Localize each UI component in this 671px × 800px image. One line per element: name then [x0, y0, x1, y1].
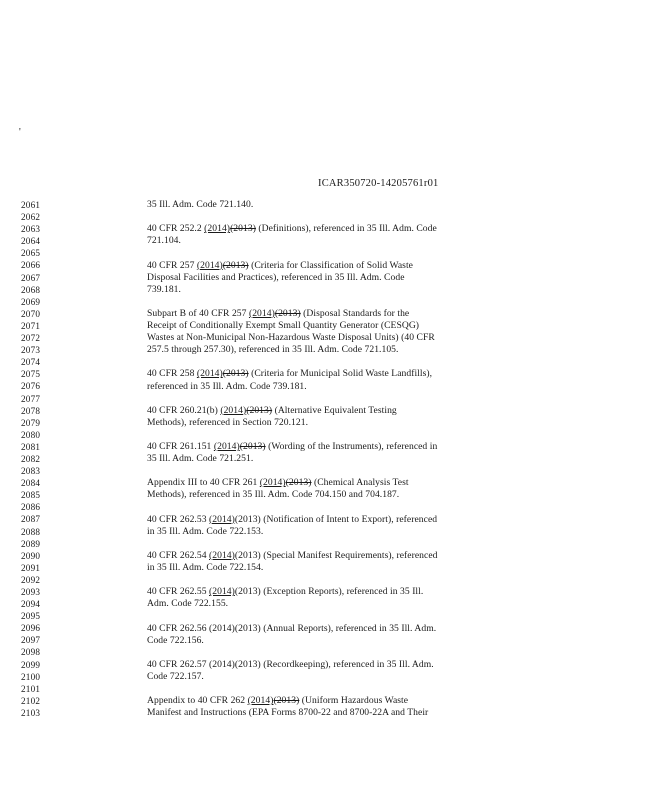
entry-text: 40 CFR 262.57 (2014)(2013) (Recordkeeping), referenced in 35 Ill. Adm. — [147, 658, 434, 670]
reference-line — [147, 260, 413, 272]
line-number: 2073 — [21, 345, 41, 356]
inserted-text: (2014) — [209, 549, 235, 561]
line-number: 2101 — [21, 683, 41, 694]
reference-line — [147, 635, 204, 647]
line-number: 2084 — [21, 478, 41, 489]
line-number: 2080 — [21, 429, 41, 440]
line-number: 2088 — [21, 526, 41, 537]
entry-text: Receipt of Conditionally Exempt Small Quantity Generator (CESQG) — [147, 320, 420, 331]
entry-text: (Uniform Hazardous Waste — [299, 695, 409, 707]
line-number: 2069 — [21, 296, 41, 307]
line-number: 2098 — [21, 647, 41, 658]
line-number: 2094 — [21, 599, 41, 610]
reference-line — [147, 562, 263, 574]
reference-line — [147, 586, 423, 598]
reference-line — [147, 223, 437, 235]
reference-line — [147, 453, 253, 465]
entry-text: 40 CFR 258 — [147, 368, 197, 380]
entry-text: 257.5 through 257.30), referenced in 35 Ill. Adm. Code 721.105. — [147, 344, 399, 356]
reference-line — [147, 332, 435, 344]
entry-text: 40 CFR 262.55 — [147, 586, 210, 598]
entry-text: 40 CFR 261.151 — [147, 441, 214, 452]
reference-line — [147, 526, 263, 538]
entry-text: 721.104. — [147, 235, 181, 247]
reference-line — [147, 368, 432, 380]
reference-line — [147, 598, 228, 610]
line-number-column — [21, 199, 61, 719]
line-number: 2079 — [21, 417, 41, 428]
entry-text: Methods), referenced in 35 Ill. Adm. Code 704.150 and 704.187. — [147, 489, 400, 501]
line-number: 2074 — [21, 357, 41, 368]
line-number: 2067 — [21, 272, 41, 283]
line-number: 2076 — [21, 381, 41, 392]
reference-line — [147, 441, 437, 453]
entry-text: 40 CFR 262.56 (2014)(2013) (Annual Reports), referenced in 35 Ill. Adm. — [147, 622, 437, 634]
line-number: 2093 — [21, 587, 41, 597]
entry-text: 40 CFR 262.54 — [147, 549, 210, 561]
deleted-text: (2013) — [246, 404, 273, 416]
entry-text: (Special Manifest Requirements), referenced — [260, 549, 438, 561]
line-number: 2102 — [21, 695, 41, 706]
line-number: 2100 — [21, 671, 41, 682]
entry-text: referenced in 35 Ill. Adm. Code 739.181. — [147, 380, 307, 392]
line-number: 2072 — [21, 333, 41, 344]
entry-text: Manifest and Instructions (EPA Forms 8700-22 and 8700-22A and Their — [147, 707, 429, 719]
reference-line — [147, 308, 409, 320]
entry-text: in 35 Ill. Adm. Code 722.154. — [147, 562, 264, 573]
line-number: 2099 — [21, 659, 41, 670]
entry-text: Code 722.156. — [147, 634, 204, 646]
entry-text: (2013) — [234, 586, 261, 598]
line-number: 2085 — [21, 490, 41, 501]
line-number: 2064 — [21, 236, 41, 247]
entry-text: 739.181. — [147, 283, 181, 295]
inserted-text: (2014) — [247, 695, 274, 707]
entry-text: Appendix III to 40 CFR 261 — [147, 477, 260, 489]
reference-line — [147, 695, 408, 707]
entry-text: (2013) — [234, 513, 261, 525]
entry-text: (Definitions), referenced in 35 Ill. Adm. Code — [255, 223, 437, 235]
line-number: 2077 — [21, 393, 41, 404]
line-number: 2082 — [21, 453, 41, 464]
deleted-text: (2013) — [222, 259, 249, 271]
reference-line — [147, 405, 397, 417]
line-number: 2097 — [21, 635, 41, 646]
line-number: 2090 — [21, 550, 41, 561]
reference-line — [147, 550, 437, 562]
inserted-text: (2014) — [209, 513, 235, 525]
entry-text: Appendix to 40 CFR 262 — [147, 695, 248, 707]
inserted-text: (2014) — [220, 404, 247, 416]
reference-line — [147, 381, 307, 393]
line-number: 2092 — [21, 574, 41, 585]
entry-text: (Criteria for Municipal Solid Waste Landfills), — [248, 368, 433, 380]
line-number: 2065 — [21, 248, 41, 259]
reference-line — [147, 417, 308, 429]
line-number: 2091 — [21, 562, 41, 573]
entry-text: Code 722.157. — [147, 670, 204, 682]
entry-text: (Disposal Standards for the — [300, 307, 410, 319]
entry-text: 40 CFR 262.53 — [147, 513, 210, 525]
entry-text: 35 Ill. Adm. Code 721.251. — [147, 453, 254, 465]
reference-line — [147, 659, 434, 671]
entry-text: (Criteria for Classification of Solid Waste — [248, 259, 413, 271]
line-number: 2061 — [21, 200, 41, 210]
reference-line — [147, 344, 398, 356]
line-number: 2071 — [21, 320, 41, 331]
deleted-text: (2013) — [230, 223, 256, 235]
reference-line — [147, 199, 253, 211]
entry-text: (2013) — [234, 549, 261, 561]
inserted-text: (2014) — [209, 586, 235, 598]
line-number: 2095 — [21, 611, 41, 622]
entry-text: Disposal Facilities and Practices), referenced in 35 Ill. Adm. Code — [147, 271, 405, 283]
line-number: 2066 — [21, 260, 41, 271]
deleted-text: (2013) — [273, 695, 300, 707]
inserted-text: (2014) — [248, 307, 275, 319]
line-number: 2078 — [21, 405, 41, 416]
reference-line — [147, 272, 405, 284]
deleted-text: (2013) — [222, 368, 249, 380]
document-header-code: ICAR350720-14205761r01 — [318, 178, 439, 189]
reference-line — [147, 623, 436, 635]
reference-line — [147, 235, 181, 247]
entry-text: in 35 Ill. Adm. Code 722.153. — [147, 525, 264, 537]
line-number: 2075 — [21, 369, 41, 380]
reference-line — [147, 477, 409, 489]
line-number: 2086 — [21, 502, 41, 513]
entry-text: Methods), referenced in Section 720.121. — [147, 416, 309, 428]
line-number: 2087 — [21, 514, 41, 525]
inserted-text: (2014) — [204, 223, 231, 235]
reference-line — [147, 707, 428, 719]
entry-text: (Wording of the Instruments), referenced in — [265, 441, 438, 452]
entry-text: Adm. Code 722.155. — [147, 598, 229, 610]
line-number: 2096 — [21, 623, 41, 634]
inserted-text: (2014) — [196, 259, 223, 271]
entry-text: 35 Ill. Adm. Code 721.140. — [147, 199, 254, 210]
entry-text: 40 CFR 260.21(b) — [147, 404, 221, 416]
entry-text: Wastes at Non-Municipal Non-Hazardous Waste Disposal Units) (40 CFR — [147, 332, 435, 344]
inserted-text: (2014) — [213, 441, 240, 452]
deleted-text: (2013) — [285, 477, 312, 489]
margin-mark: ' — [19, 127, 21, 138]
line-number: 2062 — [21, 212, 41, 223]
inserted-text: (2014) — [259, 477, 286, 489]
line-number: 2068 — [21, 284, 41, 295]
entry-text: 40 CFR 257 — [147, 259, 197, 271]
entry-text: 40 CFR 252.2 — [147, 223, 205, 235]
entry-text: Subpart B of 40 CFR 257 — [147, 307, 249, 319]
line-number: 2103 — [21, 707, 41, 718]
deleted-text: (2013) — [274, 307, 301, 319]
line-number: 2089 — [21, 538, 41, 549]
reference-line — [147, 489, 399, 501]
entry-text: (Chemical Analysis Test — [311, 477, 409, 489]
inserted-text: (2014) — [196, 368, 223, 380]
line-number: 2070 — [21, 308, 41, 319]
reference-line — [147, 284, 181, 296]
reference-line — [147, 514, 437, 526]
reference-line — [147, 320, 419, 332]
deleted-text: (2013) — [239, 441, 266, 452]
entry-text: (Alternative Equivalent Testing — [272, 404, 397, 416]
entry-text: (Exception Reports), referenced in 35 Ill. — [260, 586, 424, 598]
reference-line — [147, 671, 204, 683]
line-number: 2083 — [21, 466, 41, 477]
entry-text: (Notification of Intent to Export), referenced — [260, 513, 438, 525]
line-number: 2081 — [21, 441, 41, 452]
line-number: 2063 — [21, 224, 41, 235]
